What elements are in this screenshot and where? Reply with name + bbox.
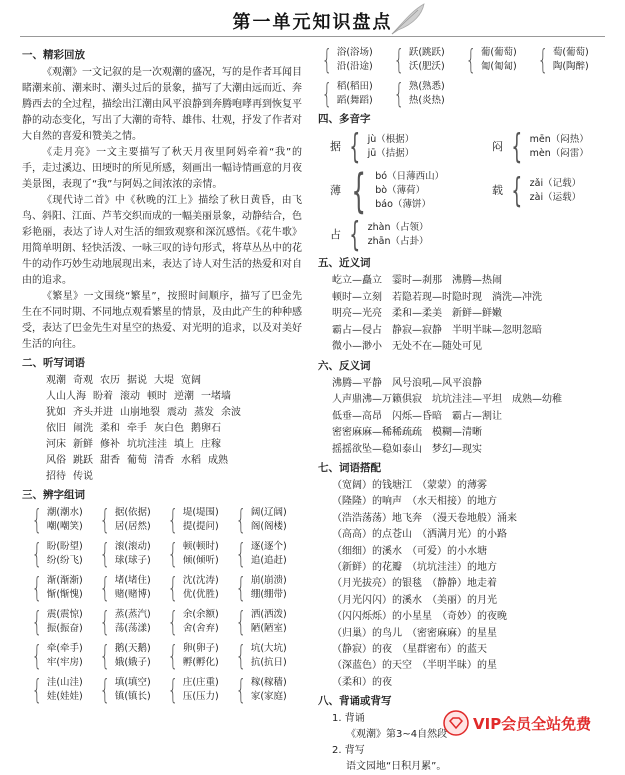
- dictation-word: 成熟: [208, 455, 228, 466]
- antonym-pair: 密密麻麻—稀稀疏疏: [332, 427, 422, 438]
- char-word: 沈(沈涛): [182, 575, 219, 586]
- char-word: 浴(浴场): [336, 47, 373, 58]
- char-word: 渐(渐渐): [46, 575, 83, 586]
- char-word: 鹅(天鹅): [114, 643, 151, 654]
- char-word: 庄(庄重): [182, 677, 219, 688]
- synonym-pair: 无处不在—随处可见: [392, 341, 482, 352]
- polyphone-item: 据 { jù（根据） jū（拮据）: [330, 127, 415, 167]
- collocation-line: （隆隆）的响声 （水天相接）的地方: [332, 496, 497, 508]
- word-row: [46, 437, 302, 453]
- dictation-word: 传说: [73, 471, 93, 482]
- char-word: 洒(洒泼): [250, 609, 287, 620]
- char-word: 球(球子): [114, 555, 151, 566]
- synonym-pair: 明亮—光亮: [332, 308, 382, 319]
- vip-watermark-text: VIP会员全站免费: [473, 714, 592, 733]
- dictation-word: 葡萄: [127, 455, 147, 466]
- char-pair: { 萄(葡萄) 陶(陶醉): [537, 43, 589, 76]
- char-word: 热(炎热): [408, 95, 445, 106]
- polyphone-item: 闷 { mēn（闷热） mèn（闷雷）: [492, 127, 589, 167]
- collocation-line: （宽阔）的钱塘江 （蒙蒙）的薄雾: [332, 480, 487, 491]
- char-pair: { 崩(崩溃) 绷(绷带): [235, 571, 287, 604]
- char-pair: { 沈(沈涛) 优(优胜): [167, 571, 219, 604]
- char-word: 家(家庭): [250, 691, 287, 702]
- title-divider: [20, 36, 605, 37]
- collocation-line: （归巢）的鸟儿 （密密麻麻）的星星: [332, 627, 497, 639]
- polyphone-item: 占 { zhàn（占领） zhān（占卦）: [330, 215, 429, 255]
- antonym-line: [332, 442, 608, 459]
- dictation-word: 柔和: [100, 423, 120, 434]
- char-word: 顿(顿时): [182, 541, 219, 552]
- synonym-line: [332, 306, 608, 323]
- collocation-list: [318, 478, 608, 691]
- dictation-word: 填上: [174, 439, 194, 450]
- char-pair: { 蒸(蒸汽) 荡(荡漾): [99, 605, 151, 638]
- collocation-line: （高高）的点苍山 （洒满月光）的小路: [332, 529, 507, 541]
- char-word: 赌(赌博): [114, 589, 151, 600]
- char-pair: { 葡(葡萄) 匍(匍匐): [465, 43, 517, 76]
- synonym-pair: 霎时—刹那: [392, 275, 442, 286]
- char-word: 逐(逐个): [250, 541, 287, 552]
- word-row: [46, 373, 302, 389]
- antonym-pair: 沸腾—平静: [332, 377, 382, 389]
- feather-icon: [388, 2, 428, 36]
- char-word: 滚(滚动): [114, 541, 151, 552]
- char-word: 蒸(蒸汽): [114, 609, 151, 620]
- char-word: 卵(卵子): [182, 643, 219, 654]
- polyphone-row: [318, 164, 608, 218]
- section-heading: 六、反义词: [318, 359, 371, 372]
- vip-logo-icon: [443, 710, 469, 736]
- antonym-line: [332, 409, 608, 426]
- dictation-word: 依旧: [46, 423, 66, 434]
- char-pair: { 据(依据) 居(居然): [99, 503, 151, 536]
- char-word: 追(追赶): [250, 555, 287, 566]
- character-compare-grid-continued: [318, 45, 608, 109]
- dictation-word: 修补: [100, 439, 120, 450]
- dictation-word: 奇观: [73, 375, 93, 386]
- antonym-pair: 闪烁—昏暗: [392, 410, 442, 422]
- antonym-pair: 低垂—高昂: [332, 410, 382, 422]
- char-word: 牢(牢房): [46, 657, 83, 668]
- synonym-pair: 静寂—寂静: [392, 324, 442, 336]
- page-title: 第一单元知识盘点: [232, 12, 393, 33]
- word-row: [46, 469, 302, 485]
- antonym-pair: 风号浪吼—风平浪静: [392, 377, 482, 389]
- dictation-word: 闹洗: [73, 423, 93, 434]
- char-word: 崩(崩溃): [250, 575, 287, 586]
- char-pair: { 浴(浴场) 沿(沿途): [321, 43, 373, 76]
- char-pair: { 阔(辽阔) 阁(阁楼): [235, 503, 287, 536]
- char-word: 陋(陋室): [250, 623, 287, 634]
- char-pair: { 堵(堵住) 赌(赌博): [99, 571, 151, 604]
- summary-paragraph: 《走月亮》一文主要描写了秋天月夜里阿妈牵着“我”的手，走过溪边、田埂时的所见所感，刻画出一幅诗情画意的月夜美景图，表现了“我”与阿妈之间浓浓的亲情。: [22, 147, 302, 190]
- collocation-line: （静寂）的夜 （星群密布）的蓝天: [332, 644, 487, 656]
- char-word: 优(优胜): [182, 589, 219, 600]
- dictation-word: 震动: [167, 407, 187, 418]
- word-row: [46, 389, 302, 405]
- dictation-word: 逆潮: [174, 391, 194, 402]
- char-pair: { 鹅(天鹅) 娥(娥子): [99, 639, 151, 672]
- char-word: 压(压力): [182, 691, 219, 702]
- char-pair: { 滚(滚动) 球(球子): [99, 537, 151, 570]
- polyphone-item: 薄 { bó（日薄西山） bò（薄荷） báo（薄饼）: [330, 164, 445, 218]
- dictation-word: 余波: [221, 407, 241, 418]
- char-pair: { 卵(卵子) 孵(孵化): [167, 639, 219, 672]
- dictation-word: 牵手: [127, 423, 147, 434]
- synonym-pair: 柔和—柔美: [392, 308, 442, 319]
- char-pair: { 跃(跳跃) 沃(肥沃): [393, 43, 445, 76]
- polyphone-row: [318, 129, 608, 165]
- char-word: 稻(稻田): [336, 81, 373, 92]
- char-word: 据(依据): [114, 507, 151, 518]
- char-pair: { 渐(渐渐) 惭(惭愧): [31, 571, 83, 604]
- dictation-word: 跳跃: [73, 455, 93, 466]
- synonym-line: [332, 290, 608, 307]
- char-word: 提(提问): [182, 521, 219, 532]
- word-row: [46, 421, 302, 437]
- collocation-line: （月光闪闪）的溪水 （美丽）的月光: [332, 594, 497, 606]
- char-pair: { 震(震惊) 振(振奋): [31, 605, 83, 638]
- dictation-word: 一堵墙: [201, 391, 231, 402]
- synonym-pair: 半明半昧—忽明忽暗: [452, 324, 542, 336]
- char-pair: { 稼(稼穑) 家(家庭): [235, 673, 287, 706]
- collocation-line: （月光拔亮）的银毯 （静静）地走着: [332, 578, 497, 590]
- char-word: 绷(绷带): [250, 589, 287, 600]
- dictation-word: 人山人海: [46, 391, 86, 402]
- dictation-word: 顿时: [147, 391, 167, 402]
- dictation-word: 盼着: [93, 391, 113, 402]
- antonym-line: [332, 392, 608, 409]
- char-word: 跃(跳跃): [408, 47, 445, 58]
- synonym-pair: 若隐若现—时隐时现: [392, 291, 482, 303]
- summary-paragraph: 《繁星》一文围绕“繁星”，按照时间顺序，描写了巴金先生在不同时期、不同地点观看繁星的情景，及由此产生的种种感受，表达了巴金先生对星空的热爱、对光明的追求，以及对美好生活的向往。: [22, 291, 302, 350]
- section-heading: 一、精彩回放: [22, 49, 85, 61]
- word-row: [46, 405, 302, 421]
- char-word: 稼(稼穑): [250, 677, 287, 688]
- dictation-word: 犹如: [46, 407, 66, 418]
- char-word: 陶(陶醉): [552, 61, 589, 72]
- char-word: 倾(倾听): [182, 555, 219, 566]
- collocation-line: （细细）的溪水 （可爱）的小水塘: [332, 545, 487, 557]
- dictation-word: 观潮: [46, 375, 66, 386]
- synonym-pair: 霸占—侵占: [332, 324, 382, 336]
- dictation-word: 鹅卵石: [191, 423, 221, 434]
- section-heading: 二、听写词语: [22, 357, 85, 369]
- section-heading: 三、辨字组词: [22, 489, 85, 501]
- page-header: [0, 0, 625, 40]
- dictation-word: 招待: [46, 471, 66, 482]
- char-pair: { 顿(顿时) 倾(倾听): [167, 537, 219, 570]
- char-word: 震(震惊): [46, 609, 83, 620]
- left-column: [22, 45, 302, 705]
- character-compare-grid: [28, 505, 302, 705]
- char-word: 匍(匍匐): [480, 61, 517, 72]
- char-word: 沃(肥沃): [408, 61, 445, 72]
- recitation-item-detail: 《观潮》第3~4自然段: [346, 729, 448, 741]
- antonym-pair: 成熟—幼稚: [512, 394, 562, 405]
- summary-paragraph: 《现代诗二首》中《秋晚的江上》描绘了秋日黄昏，由飞鸟、斜阳、江面、芦苇交织而成的一幅美丽景象，动静结合，色彩艳丽，表达了诗人对生活的细致观察和深沉感悟。《花牛歌》用简单明朗、轻快活泼、一咏三叹的诗句形式，将草丛丛中的花牛的动作巧妙生动地展现出来，表达了诗人对生活的热爱和对自由的追求。: [22, 195, 302, 286]
- antonym-pair: 摇摇欲坠—稳如泰山: [332, 443, 422, 455]
- char-pair: { 洒(洒泼) 陋(陋室): [235, 605, 287, 638]
- antonym-line: [332, 425, 608, 442]
- char-word: 娃(娃娃): [46, 691, 83, 702]
- synonym-line: [332, 323, 608, 340]
- char-word: 阁(阁楼): [250, 521, 287, 532]
- synonym-list: [318, 273, 608, 356]
- char-pair: { 庄(庄重) 压(压力): [167, 673, 219, 706]
- char-pair: { 堤(堤围) 提(提问): [167, 503, 219, 536]
- char-word: 孵(孵化): [182, 657, 219, 668]
- antonym-pair: 人声鼎沸—万籁俱寂: [332, 394, 422, 405]
- char-word: 沿(沿途): [336, 61, 373, 72]
- char-word: 堤(堤围): [182, 507, 219, 518]
- antonym-pair: 梦幻—现实: [432, 443, 482, 455]
- char-pair: { 填(填空) 镇(镇长): [99, 673, 151, 706]
- right-column: [318, 45, 608, 775]
- word-row: [46, 453, 302, 469]
- summary-paragraph: 《观潮》一文记叙的是一次观潮的盛况，写的是作者耳闻目睹潮来前、潮来时、潮头过后的景象，描写了大潮由远而近、奔腾西去的全过程，描绘出江潮由风平浪静到奔腾咆哮再到恢复平静的动态变化，写出了大潮的奇特、雄伟、壮观，抒发了作者对大自然的喜爱和赞美之情。: [22, 67, 302, 142]
- antonym-pair: 模糊—清晰: [432, 427, 482, 438]
- collocation-line: （闪闪烁烁）的小星星 （奇妙）的夜晚: [332, 611, 507, 623]
- dictation-word: 宽阔: [181, 375, 201, 386]
- char-word: 盼(盼望): [46, 541, 83, 552]
- dictation-word: 新鲜: [73, 439, 93, 450]
- antonym-pair: 霸占—割让: [452, 410, 502, 422]
- char-pair: { 稻(稻田) 蹈(舞蹈): [321, 77, 373, 110]
- char-word: 振(振奋): [46, 623, 83, 634]
- char-word: 熟(熟悉): [408, 81, 445, 92]
- collocation-line: （深蓝色）的天空 （半明半昧）的星: [332, 660, 497, 672]
- char-word: 惭(惭愧): [46, 589, 83, 600]
- dictation-word: 庄稼: [201, 439, 221, 450]
- char-pair: { 逐(逐个) 追(追赶): [235, 537, 287, 570]
- char-word: 嘲(嘲笑): [46, 521, 83, 532]
- recitation-item-label: 2. 背写: [332, 745, 365, 757]
- char-pair: { 牵(牵手) 牢(牢房): [31, 639, 83, 672]
- synonym-line: [332, 339, 608, 356]
- synonym-pair: 顿时—立刻: [332, 291, 382, 303]
- char-word: 潮(潮水): [46, 507, 83, 518]
- synonym-pair: 新鲜—鲜嫩: [452, 308, 502, 319]
- collocation-line: （浩浩荡荡）地飞奔 （漫天卷地般）涌来: [332, 512, 517, 524]
- char-word: 蹈(舞蹈): [336, 95, 373, 106]
- char-word: 荡(荡漾): [114, 623, 151, 634]
- char-pair: { 熟(熟悉) 热(炎热): [393, 77, 445, 110]
- synonym-pair: 淌洗—冲洗: [492, 291, 542, 303]
- char-pair: { 洼(山洼) 娃(娃娃): [31, 673, 83, 706]
- section-heading: 四、多音字: [318, 113, 371, 125]
- char-pair: { 坑(大坑) 抗(抗日): [235, 639, 287, 672]
- char-word: 娥(娥子): [114, 657, 151, 668]
- polyphone-row: [318, 217, 608, 253]
- dictation-word: 河床: [46, 439, 66, 450]
- char-word: 抗(抗日): [250, 657, 287, 668]
- collocation-line: （新鲜）的花瓣 （坑坑洼洼）的地方: [332, 562, 497, 574]
- char-word: 萄(葡萄): [552, 47, 589, 58]
- char-word: 余(余额): [182, 609, 219, 620]
- dictation-word: 灰白色: [154, 423, 184, 434]
- char-pair: { 盼(盼望) 纷(纷飞): [31, 537, 83, 570]
- char-word: 坑(大坑): [250, 643, 287, 654]
- section-heading: 七、词语搭配: [318, 462, 381, 474]
- char-word: 镇(镇长): [114, 691, 151, 702]
- antonym-line: [332, 376, 608, 393]
- char-word: 牵(牵手): [46, 643, 83, 654]
- dictation-word: 大堤: [154, 375, 174, 386]
- collocation-line: （柔和）的夜: [332, 676, 392, 688]
- dictation-word-list: [46, 373, 302, 485]
- dictation-word: 齐头并进: [73, 407, 113, 418]
- section-heading: 五、近义词: [318, 257, 371, 269]
- dictation-word: 甜香: [100, 455, 120, 466]
- char-pair: { 余(余额) 舍(舍弃): [167, 605, 219, 638]
- dictation-word: 滚动: [120, 391, 140, 402]
- char-word: 舍(舍弃): [182, 623, 219, 634]
- char-word: 葡(葡萄): [480, 47, 517, 58]
- dictation-word: 农历: [100, 375, 120, 386]
- vip-watermark[interactable]: [443, 708, 619, 738]
- char-word: 纷(纷飞): [46, 555, 83, 566]
- dictation-word: 风俗: [46, 455, 66, 466]
- polyphone-item: 载 { zǎi（记载） zài（运载）: [492, 171, 582, 211]
- synonym-pair: 屹立—矗立: [332, 275, 382, 286]
- antonym-list: [318, 376, 608, 459]
- char-word: 居(居然): [114, 521, 151, 532]
- recitation-item-label: 1. 背诵: [332, 713, 365, 725]
- char-pair: { 潮(潮水) 嘲(嘲笑): [31, 503, 83, 536]
- dictation-word: 山崩地裂: [120, 407, 160, 418]
- recitation-item-detail: 语文园地“日积月累”。: [346, 761, 447, 773]
- synonym-line: [332, 273, 608, 290]
- dictation-word: 清香: [154, 455, 174, 466]
- dictation-word: 蒸发: [194, 407, 214, 418]
- section-heading: 八、背诵或背写: [318, 695, 392, 708]
- antonym-pair: 坑坑洼洼—平坦: [432, 394, 502, 405]
- char-word: 堵(堵住): [114, 575, 151, 586]
- synonym-pair: 沸腾—热闹: [452, 275, 502, 286]
- dictation-word: 据说: [127, 375, 147, 386]
- char-word: 填(填空): [114, 677, 151, 688]
- dictation-word: 坑坑洼洼: [127, 439, 167, 450]
- synonym-pair: 微小—渺小: [332, 341, 382, 352]
- dictation-word: 水稻: [181, 455, 201, 466]
- char-word: 阔(辽阔): [250, 507, 287, 518]
- char-word: 洼(山洼): [46, 677, 83, 688]
